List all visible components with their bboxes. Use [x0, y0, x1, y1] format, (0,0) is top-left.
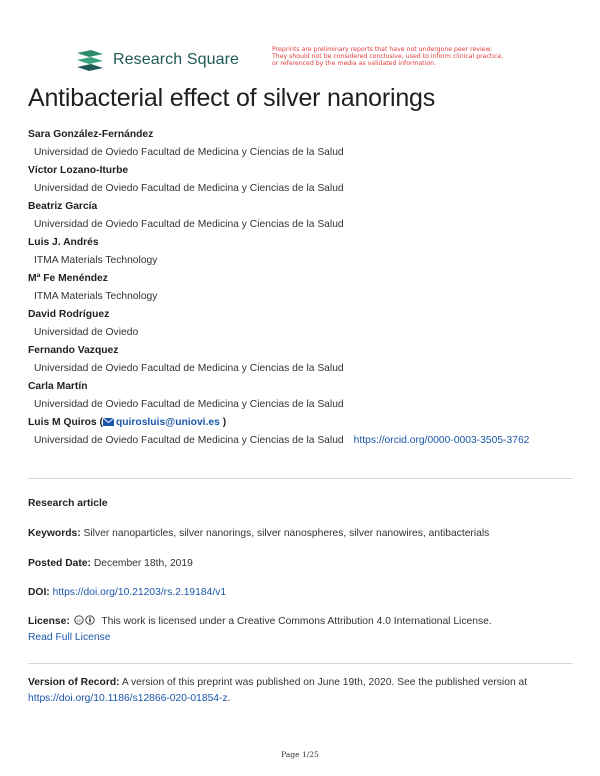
article-type [28, 496, 578, 512]
keywords-value: Silver nanoparticles, silver nanorings, silver nanospheres, silver nanowires, antibacterials [83, 528, 490, 539]
version-of-record-link[interactable]: https://doi.org/10.1186/s12866-020-01854-z [28, 693, 228, 704]
author-affiliation: Universidad de Oviedo Facultad de Medicina y Ciencias de la Salud [34, 147, 344, 158]
keywords-label: Keywords: [28, 528, 81, 539]
keywords-row [28, 526, 578, 542]
author-affiliation: Universidad de Oviedo Facultad de Medicina y Ciencias de la Salud [34, 363, 344, 374]
paren-close: ) [222, 417, 227, 428]
mail-icon [103, 418, 114, 426]
version-of-record-row [28, 675, 578, 707]
disclaimer-line: or referenced by the media as validated information. [272, 60, 437, 68]
license-row [28, 614, 578, 646]
author-name: Sara González-Fernández [28, 129, 154, 140]
doi-link[interactable]: https://doi.org/10.21203/rs.2.19184/v1 [52, 587, 227, 598]
page-number: Page 1/25 [281, 750, 319, 759]
author-name: Luis J. Andrés [28, 237, 99, 248]
author-affiliation: ITMA Materials Technology [34, 291, 158, 302]
version-of-record-end: . [227, 693, 231, 704]
email-address: quirosluis@uniovi.es [115, 417, 220, 428]
author-affiliation: Universidad de Oviedo Facultad de Medicina y Ciencias de la Salud [34, 219, 344, 230]
author-name: Mª Fe Menéndez [28, 273, 108, 284]
version-of-record-text: A version of this preprint was published on June 19th, 2020. See the published version at [121, 677, 528, 688]
posted-date-value: December 18th, 2019 [93, 558, 193, 569]
preprint-disclaimer [272, 46, 572, 68]
version-of-record-label: Version of Record: [28, 677, 120, 688]
license-label: License: [28, 616, 70, 627]
license-text: This work is licensed under a Creative Commons Attribution 4.0 International License. [101, 616, 492, 627]
section-divider [28, 478, 573, 479]
author-name: Carla Martín [28, 381, 88, 392]
disclaimer-line: They should not be considered conclusive, used to inform clinical practice, [272, 53, 504, 61]
paper-title: Antibacterial effect of silver nanorings [28, 84, 436, 112]
corresponding-author [28, 414, 578, 432]
posted-date-label: Posted Date: [28, 558, 91, 569]
article-type-label: Research article [28, 498, 108, 509]
research-square-logo-icon [75, 48, 105, 72]
section-divider [28, 663, 573, 664]
doi-row [28, 585, 578, 601]
author-name: Víctor Lozano-Iturbe [28, 165, 129, 176]
author-affiliation: Universidad de Oviedo [34, 327, 139, 338]
posted-date-row [28, 556, 578, 572]
author-affiliation: Universidad de Oviedo Facultad de Medicina y Ciencias de la Salud [34, 435, 344, 446]
svg-text:cc: cc [76, 618, 82, 624]
author-list [28, 126, 578, 450]
disclaimer-line: Preprints are preliminary reports that have not undergone peer review. [272, 46, 492, 53]
creative-commons-icon [74, 615, 98, 625]
author-affiliation: Universidad de Oviedo Facultad de Medicina y Ciencias de la Salud [34, 183, 344, 194]
research-square-logo[interactable] [75, 46, 239, 74]
author-name: Fernando Vazquez [28, 345, 119, 356]
doi-label: DOI: [28, 587, 50, 598]
author-name: David Rodríguez [28, 309, 110, 320]
email-link[interactable] [103, 417, 220, 428]
corresponding-author-name: Luis M Quiros [28, 417, 97, 428]
author-affiliation: Universidad de Oviedo Facultad de Medicina y Ciencias de la Salud [34, 399, 344, 410]
author-affiliation: ITMA Materials Technology [34, 255, 158, 266]
corresponding-affiliation [28, 432, 578, 450]
author-name: Beatriz García [28, 201, 98, 212]
brand-name: Research Square [113, 51, 240, 68]
read-full-license-link[interactable]: Read Full License [28, 632, 111, 643]
paren-open: ( [99, 417, 103, 428]
orcid-link[interactable]: https://orcid.org/0000-0003-3505-3762 [353, 435, 530, 446]
